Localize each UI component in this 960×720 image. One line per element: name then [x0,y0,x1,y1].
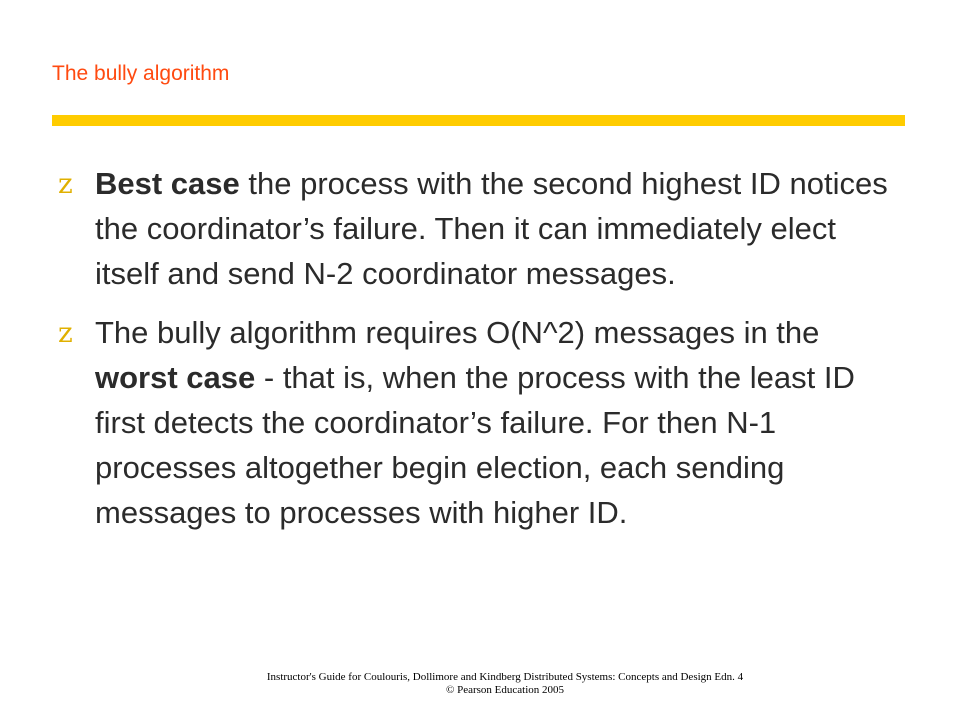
emphasis-text: Best case [95,166,240,201]
emphasis-text: worst case [95,360,256,395]
bullet-marker-icon: z [58,316,73,349]
bullet-list [58,161,898,549]
slide-footer [0,671,960,697]
body-text: The bully algorithm requires O(N^2) messages in the [95,315,820,350]
bullet-text [95,315,855,530]
footer-copyright: © Pearson Education 2005 [445,684,565,696]
bullet-marker-icon: z [58,167,73,200]
footer-citation: Instructor's Guide for Coulouris, Dollimore and Kindberg Distributed Systems: Concepts and Design Edn. 4 [266,671,744,683]
body-text: - that is, when the process with the least ID first detects the coordinator’s failure. For then N-1 processes altogether begin election, each sending messages to processes with higher ID. [95,360,855,530]
title-divider [52,115,905,126]
body-text: the process with the second highest ID notices the coordinator’s failure. Then it can immediately elect itself and send N-2 coordinator messages. [95,166,888,291]
bullet-text [95,166,888,291]
slide-title: The bully algorithm [52,62,230,85]
bullet-item-worst-case [58,310,898,535]
bullet-item-best-case [58,161,898,296]
